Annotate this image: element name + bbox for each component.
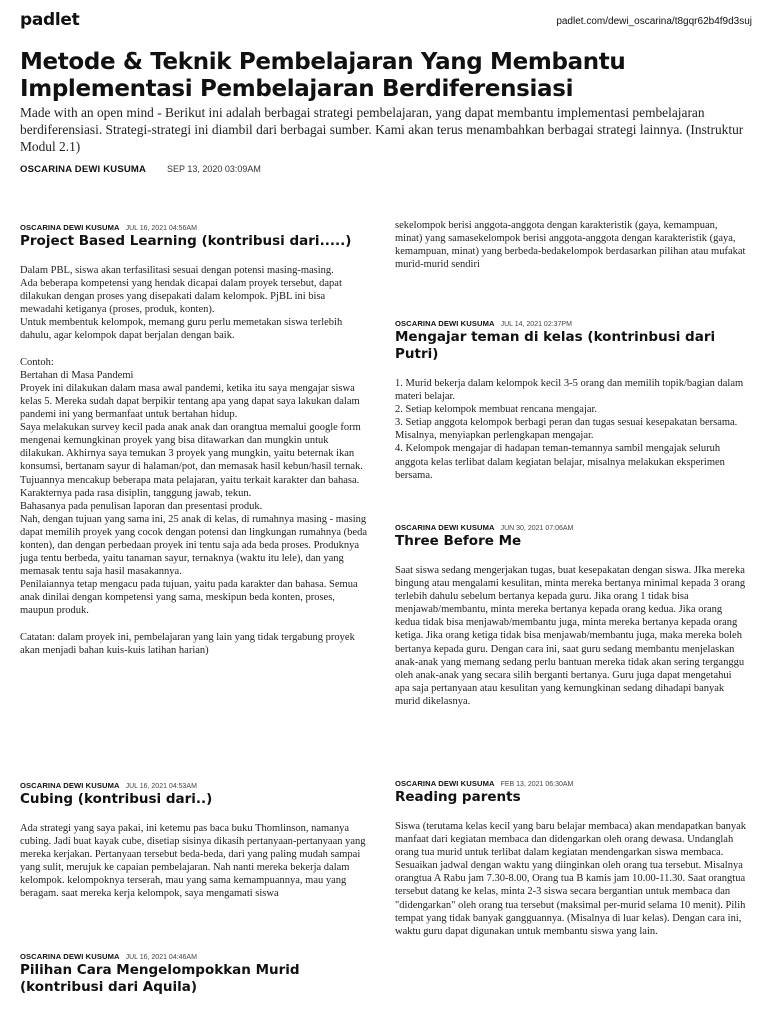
post-project-based-learning[interactable] — [20, 217, 370, 657]
post-body: sekelompok berisi anggota-anggota dengan karakteristik (gaya, kemampuan, minat) yang samasekelompok berisi anggota-anggota dengan karakteristik (gaya, kemampuan, minat) yang berbeda-bedakelompok berdasarkan pilihan atau mufakat murid-murid sendiri — [395, 220, 746, 271]
padlet-url[interactable]: padlet.com/dewi_oscarina/t8gqr62b4f9d3suj — [556, 16, 752, 27]
post-body: Saat siswa sedang mengerjakan tugas, buat kesepakatan dengan siswa. JIka mereka bingung atau mengalami kesulitan, minta mereka bertanya minimal kepada 3 orang terlebih dahulu sebelum bertanya kepada guru. Jika orang 1 tidak bisa menjawab/membantu, minta mereka bertanya kepada orang kedua. Jika orang kedua tidak bisa menjawab/membantu juga, minta mereka bertanya kepada orang ketiga. Jika orang ketiga tidak bisa menjawab/membantu juga, maka mereka boleh bertanya kepada guru. Dengan cara ini, saat guru sedang membantu menjelaskan anak-anak yang memang sedang perlu bantuan mereka tidak akan sering terganggu oleh anak-anak yang secara silih berganti bertanya. Guru juga dapat mengetahui apa saja pertanyaan atau kesulitan yang kemungkinan sedang dihadapi banyak murid dikelasnya. — [395, 565, 746, 707]
post-author: OSCARINA DEWI KUSUMA — [20, 223, 120, 232]
post-author: OSCARINA DEWI KUSUMA — [395, 779, 495, 788]
padlet-logo[interactable]: padlet — [20, 10, 80, 30]
post-meta — [20, 217, 370, 231]
post-date: JUL 16, 2021 04:56AM — [125, 225, 197, 232]
post-meta — [20, 775, 370, 789]
post-author: OSCARINA DEWI KUSUMA — [20, 952, 120, 961]
post-mengajar-teman[interactable] — [395, 313, 747, 482]
post-date: JUL 14, 2021 02:37PM — [500, 321, 572, 328]
post-reading-parents[interactable] — [395, 773, 747, 938]
page-date: SEP 13, 2020 03:09AM — [167, 164, 261, 174]
post-body: Ada strategi yang saya pakai, ini ketemu pas baca buku Thomlinson, namanya cubing. Jadi buat kayak cube, disetiap sisinya dikasih pertanyaan-pertanyaan yang mereka kerjakan. Pertanyaan tersebut beda-beda, dari yang paling mudah sampai yang sulit, merujuk ke capaian pembelajaran. Nah nanti mereka bekerja dalam kelompok. kelompoknya terserah, mau yang sama kemampuannya, mau yang beragam. saat mereka kerja kelompok, saya mengamati siswa — [20, 823, 366, 900]
post-continuation[interactable] — [395, 219, 747, 271]
post-body: Dalam PBL, siswa akan terfasilitasi sesuai dengan potensi masing-masing. Ada beberapa kompetensi yang hendak dicapai dalam proyek tersebut, dapat dilakukan dengan proses yang disepakati dalam kelompok. PjBL ini bisa mewadahi ketiganya (proses, produk, konten). Untuk membentuk kelompok, memang guru perlu memetakan siswa terlebih dahulu, agar kelompok dapat berjalan dengan baik. Contoh: Bertahan di Masa Pandemi Proyek ini dilakukan dalam masa awal pandemi, ketika itu saya mengajar siswa kelas 5. Mereka sudah dapat berpikir tentang apa yang dapat saya lakukan dalam pandemi ini yang bermanfaat untuk bertahan hidup. Saya melakukan survey kecil pada anak anak dan orangtua memalui google form mengenai kemungkinan proyek yang bisa ditawarkan dan mungkin untuk dilakukan. Akhirnya saya temukan 3 proyek yang mungkin, yaitu beternak ikan konsumsi, bertanam sayur di halaman/pot, dan memasak hasil kebun/hasil ternak. Tujuannya mencakup beberapa mata pelajaran, yaitu terkait karakter dan bahasa. Karakternya pada rasa disiplin, tanggung jawab, tekun. Bahasanya pada penulisan laporan dan presentasi produk. Nah, dengan tujuan yang sama ini, 25 anak di kelas, di rumahnya masing - masing dapat memilih proyek yang cocok dengan potensi dan lingkungan rumahnya (beda konten), dan dengan perbedaan proyek ini tentu saja ada beda proses. Produknya juga tentu berbeda, yaitu tanaman sayur, ternaknya (waktu itu lele), dan yang memasak tentu saja hasil masakannya. Penilaiannya tetap mengacu pada tujuan, yaitu pada karakter dan bahasa. Semua anak dinilai dengan kompetensi yang sama, meskipun beda konten, proses, maupun produk. Catatan: dalam proyek ini, pembelajaran yang lain yang tidak tergabung proyek akan menjadi bahan kuis-kuis latihan harian) — [20, 265, 367, 656]
top-bar — [20, 10, 752, 34]
post-meta — [395, 313, 747, 327]
page-description: Made with an open mind - Berikut ini adalah berbagai strategi pembelajaran, yang dapat membantu implementasi pembelajaran berdiferensiasi. Strategi-strategi ini diambil dari berbagai sumber. Kami akan terus menambahkan berbagai strategi lainnya. (Instruktur Modul 2.1) — [20, 105, 744, 154]
post-date: JUL 16, 2021 04:53AM — [125, 783, 197, 790]
post-meta — [395, 517, 747, 531]
post-body: 1. Murid bekerja dalam kelompok kecil 3-5 orang dan memilih topik/bagian dalam materi belajar. 2. Setiap kelompok membuat rencana mengajar. 3. Setiap anggota kelompok berbagi peran dan tugas sesuai kesepakatan bersama. Misalnya, menyiapkan perlengkapan mengajar. 4. Kelompok mengajar di hadapan teman-temannya sambil mengajak seluruh anggota kelas terlibat dalam kegiatan belajar, misalnya melakukan eksperimen bersama. — [395, 378, 744, 481]
post-body: Siswa (terutama kelas kecil yang baru belajar membaca) akan mendapatkan banyak manfaat dari kegiatan membaca dan didengarkan oleh orang dewasa. Undanglah orang tua murid untuk terlibat dalam kegiatan mendengarkan siswa membaca. Sesuaikan jadwal dengan waktu yang diinginkan oleh orang tua tersebut. Misalnya orangtua A Rabu jam 7.30-8.00, Orang tua B kamis jam 10.00-11.30. Saat orangtua tersebut datang ke kelas, minta 2-3 siswa secara bergantian untuk membaca dan "didengarkan" oleh orang tua tersebut (maksimal per-murid selama 10 menit). Pilih tempat yang tidak banyak gangguannya. (Misalnya di luar kelas). Dengan cara ini, waktu guru dapat digunakan untuk membantu siswa yang lain. — [395, 821, 747, 937]
post-date: JUL 16, 2021 04:46AM — [125, 954, 197, 961]
post-title: Pilihan Cara Mengelompokkan Murid (kontribusi dari Aquila) — [20, 962, 300, 995]
post-meta — [20, 946, 370, 960]
post-cubing[interactable] — [20, 775, 370, 901]
post-title: Cubing (kontribusi dari..) — [20, 791, 213, 807]
post-author: OSCARINA DEWI KUSUMA — [395, 523, 495, 532]
post-title: Project Based Learning (kontribusi dari.....) — [20, 233, 352, 249]
page-title: Metode & Teknik Pembelajaran Yang Membantu Implementasi Pembelajaran Berdiferensiasi — [20, 49, 626, 102]
post-title: Mengajar teman di kelas (kontrinbusi dari Putri) — [395, 329, 716, 362]
post-date: JUN 30, 2021 07:06AM — [500, 525, 574, 532]
post-pilihan-cara-mengelompokkan[interactable] — [20, 946, 370, 996]
post-date: FEB 13, 2021 06:30AM — [500, 781, 574, 788]
post-author: OSCARINA DEWI KUSUMA — [395, 319, 495, 328]
post-meta — [395, 773, 747, 787]
post-title: Three Before Me — [395, 533, 522, 549]
post-three-before-me[interactable] — [395, 517, 747, 708]
post-title: Reading parents — [395, 789, 521, 805]
page-author: OSCARINA DEWI KUSUMA — [20, 164, 147, 175]
post-author: OSCARINA DEWI KUSUMA — [20, 781, 120, 790]
